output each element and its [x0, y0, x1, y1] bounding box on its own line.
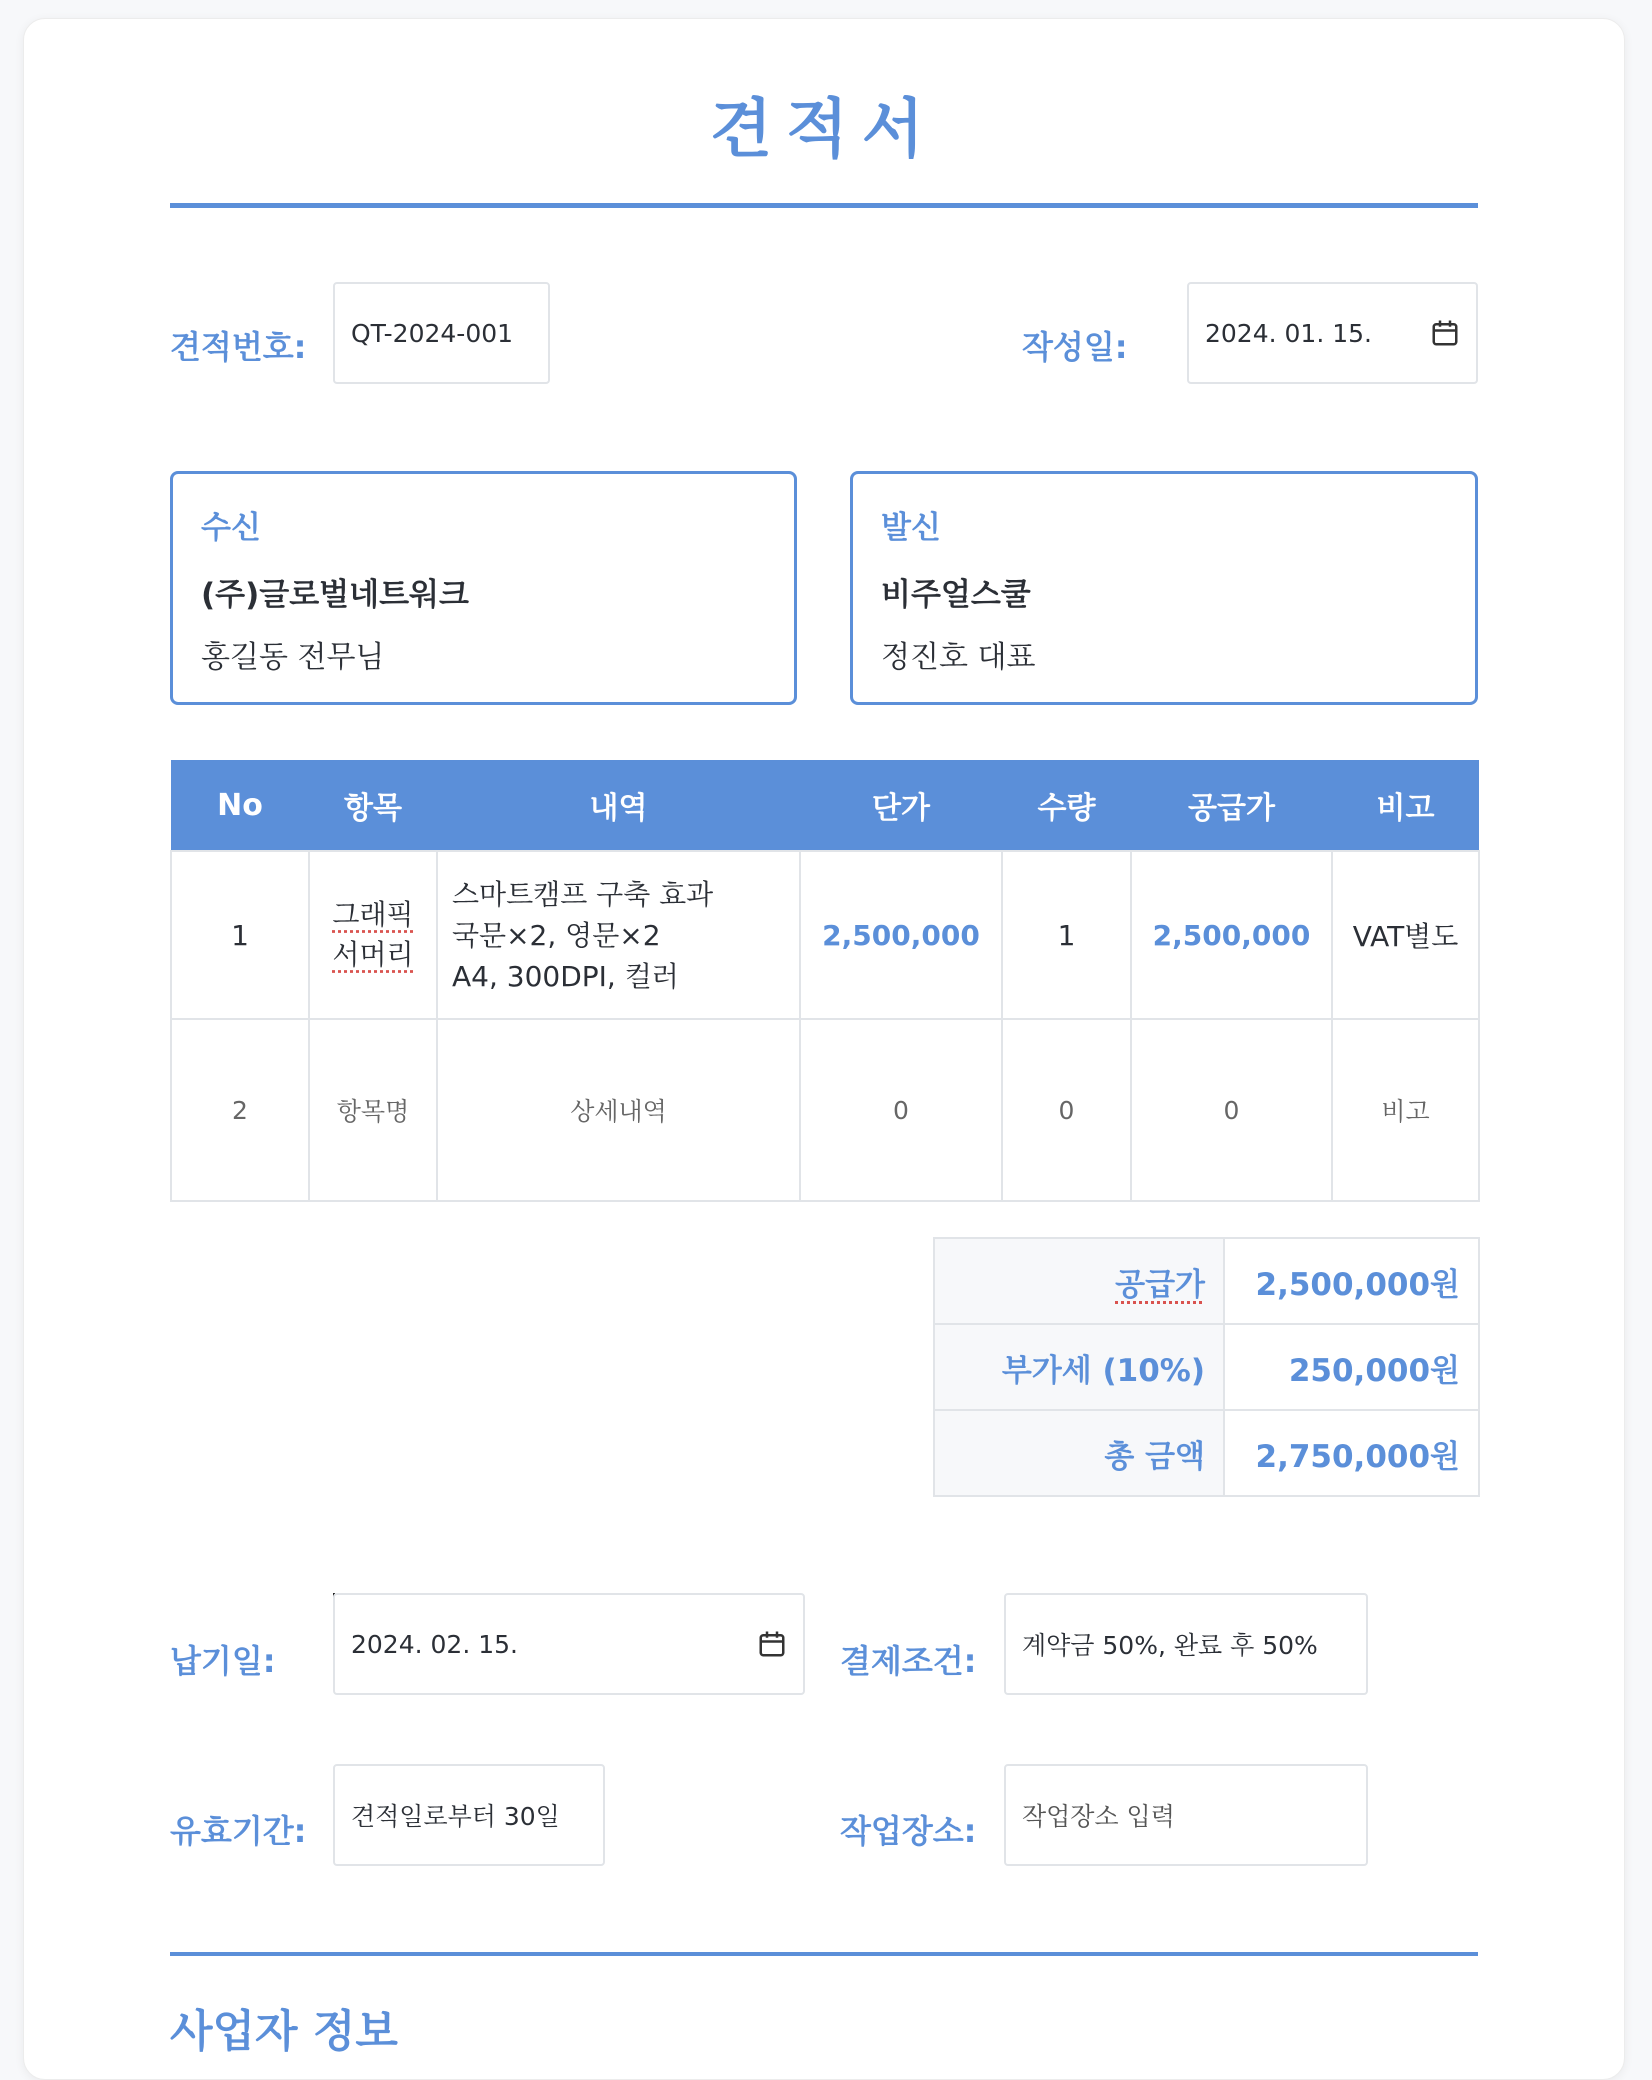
payment-terms-input[interactable]	[1004, 1593, 1368, 1695]
summary-row-total	[934, 1410, 1479, 1496]
summary-row-supply	[934, 1238, 1479, 1324]
cell-item-line1: 그래픽	[332, 898, 414, 931]
cell-unit-price[interactable]: 2,500,000	[800, 851, 1002, 1019]
col-header-item: 항목	[309, 760, 437, 851]
cell-detail-line3: A4, 300DPI, 컬러	[452, 959, 679, 993]
validity-label: 유효기간:	[170, 1812, 307, 1850]
col-header-supply: 공급가	[1131, 760, 1332, 851]
col-header-qty: 수량	[1002, 760, 1131, 851]
section-divider	[170, 1952, 1478, 1956]
cell-detail[interactable]	[437, 851, 800, 1019]
summary-vat-value: 250,000원	[1224, 1324, 1479, 1410]
summary-total-label: 총 금액	[934, 1410, 1224, 1496]
location-input[interactable]	[1004, 1764, 1368, 1866]
recipient-box	[170, 471, 797, 705]
date-label: 작성일:	[1022, 328, 1128, 366]
cell-qty[interactable]: 1	[1002, 851, 1131, 1019]
date-input[interactable]	[1187, 282, 1478, 384]
col-header-note: 비고	[1332, 760, 1479, 851]
validity-value: 견적일로부터 30일	[351, 1802, 560, 1831]
summary-supply-label: 공급가	[1115, 1266, 1205, 1303]
payment-label: 결제조건:	[840, 1642, 977, 1680]
cell-detail-line1: 스마트캠프 구축 효과	[452, 877, 714, 911]
cell-item-line2: 서머리	[332, 938, 414, 971]
table-row	[171, 851, 1479, 1019]
validity-input[interactable]	[333, 1764, 605, 1866]
items-table	[170, 760, 1480, 1202]
quote-no-label: 견적번호:	[170, 328, 307, 366]
col-header-no: No	[171, 760, 309, 851]
business-info-title: 사업자 정보	[170, 2006, 398, 2057]
sender-box	[850, 471, 1478, 705]
summary-vat-label: 부가세 (10%)	[934, 1324, 1224, 1410]
cell-unit-price[interactable]: 0	[800, 1019, 1002, 1201]
col-header-detail: 내역	[437, 760, 800, 851]
cell-item[interactable]	[309, 851, 437, 1019]
table-header-row	[171, 760, 1479, 851]
payment-terms-value: 계약금 50%, 완료 후 50%	[1022, 1631, 1318, 1660]
cell-no[interactable]: 2	[171, 1019, 309, 1201]
calendar-icon[interactable]	[1430, 318, 1460, 348]
date-value: 2024. 01. 15.	[1205, 318, 1372, 348]
delivery-date-input[interactable]	[333, 1593, 805, 1695]
recipient-heading: 수신	[201, 510, 261, 546]
cell-qty[interactable]: 0	[1002, 1019, 1131, 1201]
cell-detail[interactable]: 상세내역	[437, 1019, 800, 1201]
summary-total-value: 2,750,000원	[1224, 1410, 1479, 1496]
summary-table	[933, 1237, 1480, 1497]
col-header-unit-price: 단가	[800, 760, 1002, 851]
delivery-label: 납기일:	[170, 1642, 276, 1680]
quote-no-value: QT-2024-001	[351, 318, 514, 348]
title-divider	[170, 203, 1478, 208]
cell-supply: 2,500,000	[1131, 851, 1332, 1019]
cell-note[interactable]: VAT별도	[1332, 851, 1479, 1019]
cell-item[interactable]: 항목명	[309, 1019, 437, 1201]
location-placeholder: 작업장소 입력	[1022, 1802, 1175, 1831]
delivery-date-value: 2024. 02. 15.	[351, 1629, 518, 1659]
recipient-person: 홍길동 전무님	[201, 640, 385, 675]
recipient-company: (주)글로벌네트워크	[201, 577, 469, 613]
cell-supply: 0	[1131, 1019, 1332, 1201]
summary-row-vat	[934, 1324, 1479, 1410]
table-row	[171, 1019, 1479, 1201]
quote-no-input[interactable]	[333, 282, 550, 384]
sender-heading: 발신	[881, 510, 941, 546]
sender-person: 정진호 대표	[881, 640, 1036, 675]
page-title: 견적서	[710, 93, 938, 167]
cell-note[interactable]: 비고	[1332, 1019, 1479, 1201]
summary-supply-value: 2,500,000원	[1224, 1238, 1479, 1324]
cell-no[interactable]: 1	[171, 851, 309, 1019]
cell-detail-line2: 국문×2, 영문×2	[452, 918, 661, 952]
calendar-icon[interactable]	[757, 1629, 787, 1659]
location-label: 작업장소:	[840, 1812, 977, 1850]
sender-company: 비주얼스쿨	[881, 577, 1031, 613]
